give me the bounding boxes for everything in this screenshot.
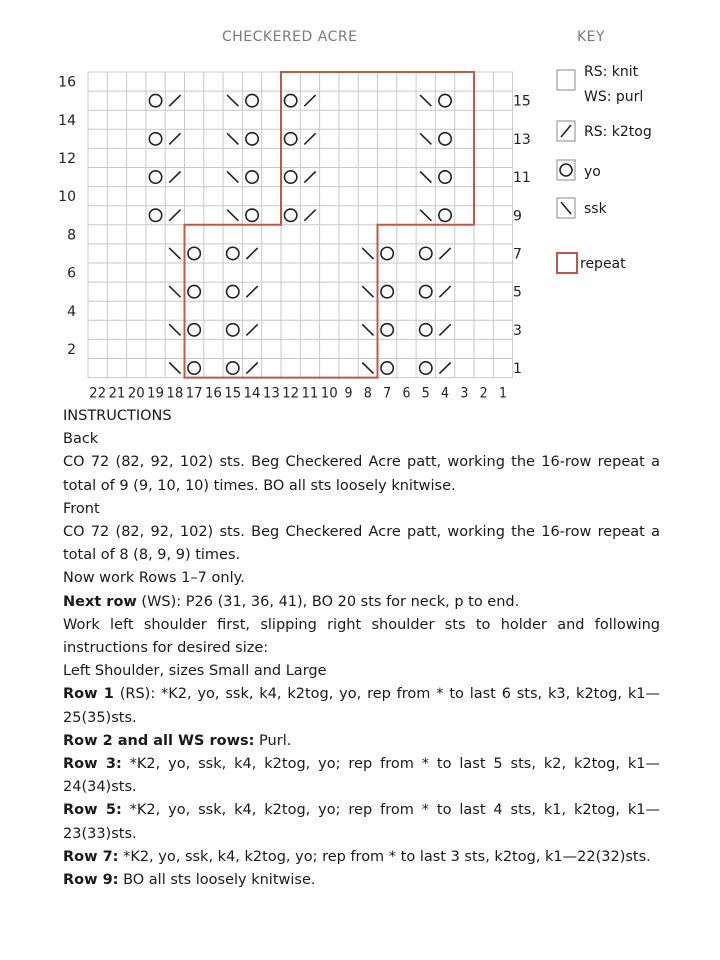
row-label-left: 8	[67, 227, 76, 244]
column-label: 21	[108, 385, 126, 402]
key-repeat-box	[557, 253, 577, 273]
yo-symbol	[227, 247, 239, 259]
back-heading: Back	[63, 431, 99, 448]
k2tog-symbol	[169, 172, 180, 183]
row-label: Row 3:	[63, 756, 122, 773]
ssk-symbol	[227, 172, 238, 183]
k2tog-symbol	[304, 95, 315, 106]
k2tog-symbol	[304, 133, 315, 144]
column-label: 20	[127, 385, 145, 402]
key-knit-box	[557, 70, 575, 90]
key-ssk-label: ssk	[584, 201, 607, 217]
front-heading: Front	[63, 500, 100, 517]
yo-symbol	[188, 247, 200, 259]
yo-symbol	[246, 133, 258, 145]
ssk-symbol	[169, 363, 180, 374]
yo-symbol	[246, 171, 258, 183]
column-label: 22	[89, 385, 107, 402]
yo-symbol	[246, 94, 258, 106]
yo-symbol	[439, 133, 451, 145]
k2tog-symbol	[439, 248, 450, 259]
yo-symbol	[227, 324, 239, 336]
row-label-left: 10	[58, 189, 76, 206]
front-text: CO 72 (82, 92, 102) sts. Beg Checkered Acre patt, working the 16-row repeat a total of 8 (8, 9, 9) times.	[63, 524, 660, 564]
yo-symbol	[284, 209, 296, 221]
key-knit-rs-label: RS: knit	[584, 64, 639, 80]
yo-symbol	[227, 362, 239, 374]
ssk-symbol	[420, 210, 431, 221]
yo-symbol	[420, 285, 432, 297]
row-label-right: 7	[513, 246, 522, 263]
column-label: 2	[479, 385, 488, 402]
ssk-symbol	[420, 133, 431, 144]
k2tog-symbol	[169, 133, 180, 144]
column-label: 19	[147, 385, 165, 402]
instructions-section	[63, 405, 660, 892]
row-label: Row 7:	[63, 848, 119, 865]
column-label: 9	[344, 385, 353, 402]
k2tog-symbol	[439, 324, 450, 335]
column-label: 18	[166, 385, 184, 402]
yo-symbol	[439, 171, 451, 183]
row-text: Purl.	[254, 732, 292, 749]
instructions-heading: INSTRUCTIONS	[63, 408, 172, 424]
yo-symbol	[381, 324, 393, 336]
next-row-text: (WS): P26 (31, 36, 41), BO 20 sts for neck, p to end.	[136, 593, 520, 610]
k2tog-symbol	[169, 210, 180, 221]
row-text: *K2, yo, ssk, k4, k2tog, yo; rep from * to last 3 sts, k2tog, k1—22(32)sts.	[118, 848, 651, 865]
ssk-symbol	[362, 363, 373, 374]
yo-symbol	[284, 133, 296, 145]
left-shoulder-intro: Work left shoulder first, slipping right shoulder sts to holder and following instructions for desired size:	[63, 616, 660, 657]
row-label-left: 14	[58, 112, 76, 129]
column-label: 10	[320, 385, 338, 402]
key-purl-ws-label: WS: purl	[584, 89, 644, 105]
column-label: 5	[421, 385, 430, 402]
yo-symbol	[149, 133, 161, 145]
yo-symbol	[381, 285, 393, 297]
yo-symbol	[420, 362, 432, 374]
key-yo-label: yo	[584, 164, 601, 180]
ssk-symbol	[227, 133, 238, 144]
column-label: 1	[498, 385, 507, 402]
row-label-right: 1	[513, 361, 522, 378]
row-instruction	[63, 846, 660, 869]
key-title: KEY	[577, 29, 606, 45]
ssk-symbol	[227, 210, 238, 221]
column-label: 13	[262, 385, 280, 402]
ssk-symbol	[169, 286, 180, 297]
key-k2tog-label: RS: k2tog	[584, 124, 652, 140]
row-label-right: 3	[513, 322, 522, 339]
column-label: 16	[204, 385, 223, 402]
k2tog-symbol	[246, 248, 257, 259]
k2tog-symbol	[246, 324, 257, 335]
row-label: Row 9:	[63, 872, 119, 889]
ssk-symbol	[227, 95, 238, 106]
k2tog-symbol	[169, 95, 180, 106]
ssk-symbol	[362, 324, 373, 335]
chart-title: CHECKERED ACRE	[222, 29, 358, 45]
row-instruction	[63, 753, 660, 799]
k2tog-symbol	[439, 363, 450, 374]
row-text: *K2, yo, ssk, k4, k2tog, yo; rep from * to last 5 sts, k2, k2tog, k1—24(34)sts.	[63, 756, 660, 796]
row-label-right: 13	[513, 131, 531, 148]
row-instruction	[63, 730, 660, 753]
column-label: 12	[282, 385, 300, 402]
column-label: 3	[460, 385, 469, 402]
column-label: 11	[301, 385, 319, 402]
column-label: 7	[383, 385, 392, 402]
left-shoulder-heading: Left Shoulder, sizes Small and Large	[63, 663, 327, 680]
key-repeat-label: repeat	[580, 256, 626, 272]
next-row-label: Next row	[63, 593, 137, 610]
yo-symbol	[381, 247, 393, 259]
front-text-2: Now work Rows 1–7 only.	[63, 570, 245, 587]
yo-symbol	[420, 324, 432, 336]
chart-area	[0, 0, 720, 405]
yo-symbol	[381, 362, 393, 374]
column-label: 14	[243, 385, 261, 402]
ssk-symbol	[362, 248, 373, 259]
row-label-left: 16	[58, 74, 76, 91]
k2tog-symbol	[304, 210, 315, 221]
ssk-symbol	[169, 324, 180, 335]
yo-symbol	[149, 209, 161, 221]
k2tog-symbol	[246, 363, 257, 374]
yo-symbol	[149, 94, 161, 106]
column-label: 6	[402, 385, 411, 402]
column-label: 17	[185, 385, 203, 402]
row-text: (RS): *K2, yo, ssk, k4, k2tog, yo, rep from * to last 6 sts, k3, k2tog, k1—25(35)sts.	[63, 686, 660, 726]
row-text: *K2, yo, ssk, k4, k2tog, yo; rep from * to last 4 sts, k1, k2tog, k1—23(33)sts.	[63, 802, 660, 842]
column-label: 8	[363, 385, 372, 402]
column-label: 15	[224, 385, 242, 402]
row-label: Row 2 and all WS rows:	[63, 732, 255, 749]
yo-symbol	[439, 94, 451, 106]
k2tog-symbol	[439, 286, 450, 297]
ssk-symbol	[362, 286, 373, 297]
row-label: Row 5:	[63, 802, 122, 819]
yo-symbol	[188, 285, 200, 297]
yo-symbol	[439, 209, 451, 221]
yo-symbol	[284, 94, 296, 106]
row-label-left: 12	[58, 150, 76, 167]
row-label-right: 9	[513, 208, 522, 225]
ssk-symbol	[420, 172, 431, 183]
ssk-symbol	[169, 248, 180, 259]
k2tog-symbol	[304, 172, 315, 183]
row-label-left: 6	[67, 265, 76, 282]
yo-symbol	[149, 171, 161, 183]
next-row-paragraph	[63, 591, 660, 614]
row-text: BO all sts loosely knitwise.	[118, 872, 316, 889]
yo-symbol	[227, 285, 239, 297]
yo-symbol	[284, 171, 296, 183]
row-label-right: 5	[513, 284, 522, 301]
row-label-right: 11	[513, 170, 531, 187]
yo-symbol	[420, 247, 432, 259]
row-instruction	[63, 683, 660, 729]
ssk-symbol	[420, 95, 431, 106]
column-label: 4	[441, 385, 450, 402]
back-text: CO 72 (82, 92, 102) sts. Beg Checkered Acre patt, working the 16-row repeat a total of 9 (9, 10, 10) times. BO all sts loosely knitwise.	[63, 454, 660, 494]
k2tog-symbol	[246, 286, 257, 297]
row-instruction	[63, 869, 660, 892]
row-label: Row 1	[63, 686, 114, 703]
yo-symbol	[246, 209, 258, 221]
row-label-left: 2	[67, 341, 76, 358]
row-label-left: 4	[67, 303, 76, 320]
yo-symbol	[188, 362, 200, 374]
yo-symbol	[188, 324, 200, 336]
row-instruction	[63, 799, 660, 845]
row-label-right: 15	[513, 93, 531, 110]
